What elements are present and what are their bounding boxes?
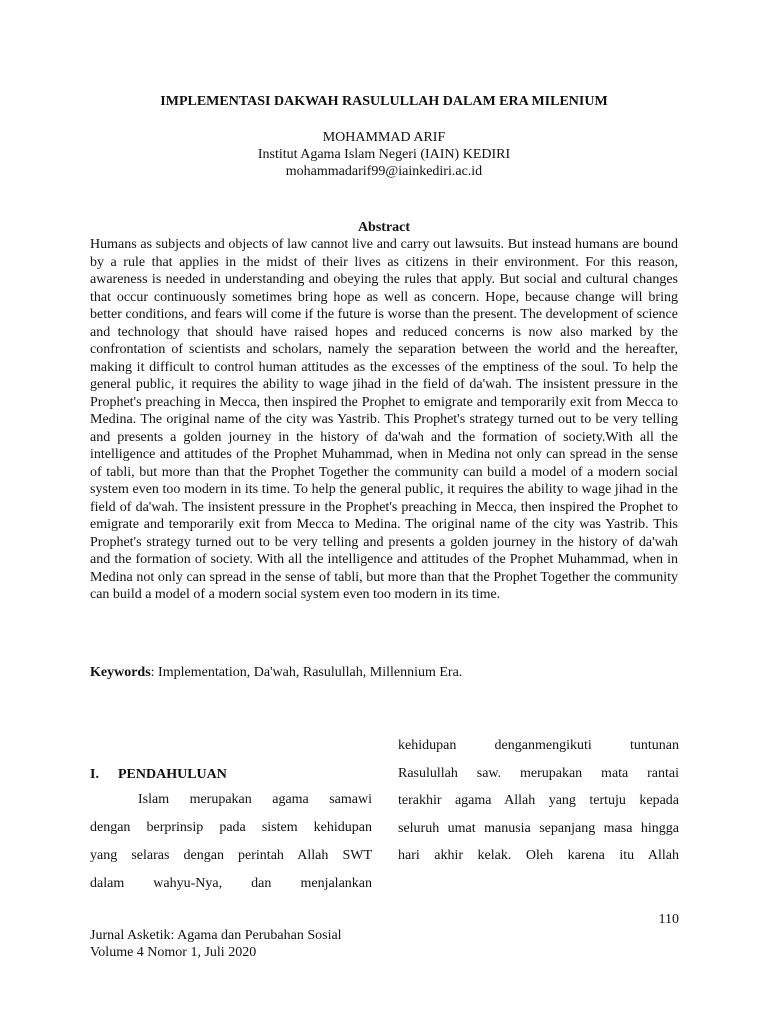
- keywords-line: [90, 664, 678, 681]
- keywords-text: : Implementation, Da'wah, Rasulullah, Millennium Era.: [150, 665, 463, 680]
- body-column-left: [90, 766, 372, 898]
- section-heading: [90, 766, 372, 786]
- section-number: I.: [90, 767, 99, 782]
- author-block: [90, 129, 678, 180]
- body-line: yang selaras dengan perintah Allah SWT: [90, 848, 372, 863]
- body-line: kehidupan denganmengikuti tuntunan: [398, 738, 679, 753]
- footer-volume: Volume 4 Nomor 1, Juli 2020: [90, 945, 257, 960]
- author-name: MOHAMMAD ARIF: [322, 130, 446, 145]
- footer-journal-name: Jurnal Asketik: Agama dan Perubahan Sosial: [90, 928, 342, 943]
- page-number: 110: [658, 912, 679, 927]
- journal-footer: [90, 927, 490, 961]
- author-institution: Institut Agama Islam Negeri (IAIN) KEDIRI: [257, 147, 511, 162]
- body-line: Rasulullah saw. merupakan mata rantai: [398, 765, 679, 781]
- section-title: PENDAHULUAN: [118, 767, 227, 782]
- abstract-heading: Abstract: [357, 220, 411, 235]
- abstract-text: Humans as subjects and objects of law cannot live and carry out lawsuits. But instead humans are bound by a rule that applies in the midst of their lives as citizens in their environment. For this reason, awareness is needed in understanding and obeying the rules that apply. But social and cultural changes that occur continuously sometimes bring hope as well as concern. Hope, because change will bring better conditions, and fears will come if the future is worse than the present. The development of science and technology that should have raised hopes and reduced concerns is now also marked by the confrontation of scientists and scholars, namely the separation between the world and the hereafter, making it difficult to control human attitudes as the excesses of the emptiness of the soul. To help the general public, it requires the ability to wage jihad in the field of da'wah. The insistent pressure in the Prophet's preaching in Mecca, then inspired the Prophet to emigrate and temporarily exit from Mecca to Medina. The original name of the city was Yastrib. This Prophet's strategy turned out to be very telling and presents a golden journey in the history of da'wah and the formation of society.With all the intelligence and attitudes of the Prophet Muhammad, when in Medina not only can spread in the sense of tabli, but more than that the Prophet Together the community can build a model of a modern social system even too modern in its time. To help the general public, it requires the ability to wage jihad in the field of da'wah. The insistent pressure in the Prophet's preaching in Mecca, then inspired the Prophet to emigrate and temporarily exit from Mecca to Medina. The original name of the city was Yastrib. This Prophet's strategy turned out to be very telling and presents a golden journey in the history of da'wah and the formation of society. With all the intelligence and attitudes of the Prophet Muhammad, when in Medina not only can spread in the sense of tabli, but more than that the Prophet Together the community can build a model of a modern social system even too modern in its time.: [90, 237, 678, 602]
- body-line: Islam merupakan agama samawi: [138, 792, 372, 807]
- body-line: hari akhir kelak. Oleh karena itu Allah: [398, 848, 679, 863]
- body-line: terakhir agama Allah yang tertuju kepada: [398, 793, 679, 808]
- paper-title: IMPLEMENTASI DAKWAH RASULULLAH DALAM ERA MILENIUM: [160, 94, 608, 109]
- keywords-label: Keywords: [90, 665, 151, 680]
- body-line: dengan berprinsip pada sistem kehidupan: [90, 820, 372, 835]
- body-line: seluruh umat manusia sepanjang masa hingga: [398, 820, 679, 836]
- body-column-right: [398, 732, 679, 870]
- author-email: mohammadarif99@iainkediri.ac.id: [285, 164, 483, 179]
- body-line: dalam wahyu-Nya, dan menjalankan: [90, 876, 372, 891]
